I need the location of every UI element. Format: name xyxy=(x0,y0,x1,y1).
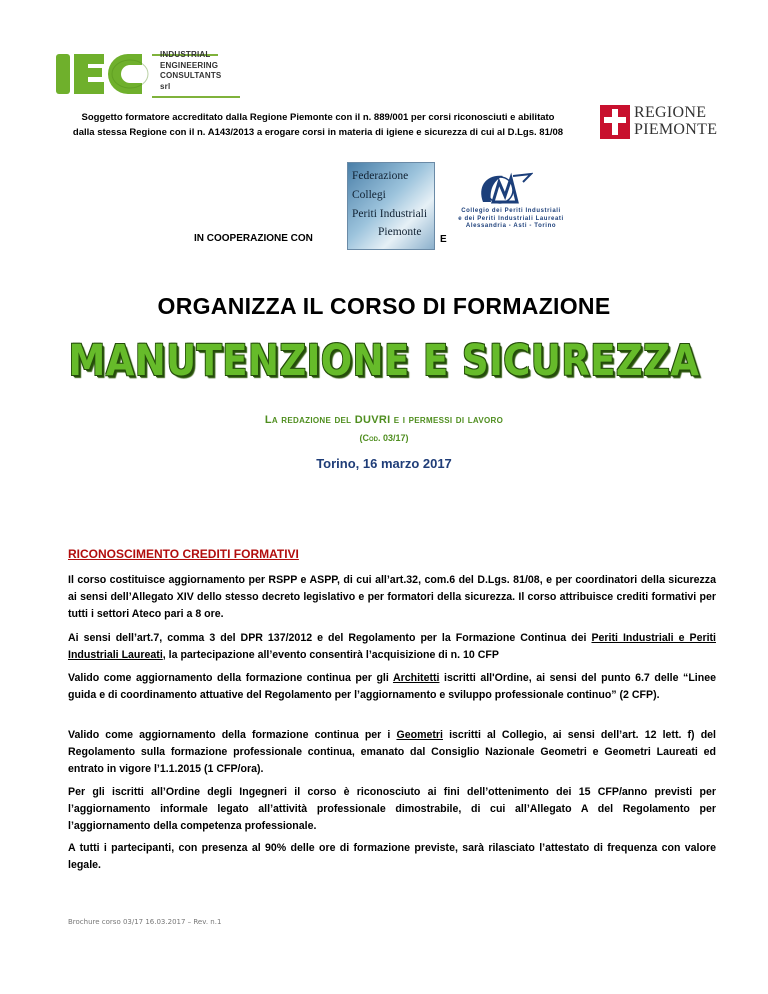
architetti-link: Architetti xyxy=(392,672,440,684)
cooperation-and: E xyxy=(440,234,447,245)
credits-paragraph-periti: Ai sensi dell’art.7, comma 3 del DPR 137/2012 e del Regolamento per la Formazione Continua dei Periti Industriali e Periti Industriali Laureati, la partecipazione all’evento consentirà l’acquisizione di n. 10 CFP xyxy=(68,632,716,661)
accreditation-statement: Soggetto formatore accreditato dalla Regione Piemonte con il n. 889/001 per corsi riconosciuti e abilitato dalla stessa Regione con il n. A143/2013 a erogare corsi in materia di igiene e sicurezza di cui al D.Lgs. 81/08 xyxy=(72,112,564,138)
periti-link: Periti Industriali e Periti Industriali Laureati xyxy=(68,632,716,661)
course-title: MANUTENZIONE E SICUREZZA xyxy=(68,336,700,386)
iec-logo-mark xyxy=(56,48,154,96)
regione-piemonte-logo: REGIONE PIEMONTE xyxy=(600,104,712,140)
credits-heading: RICONOSCIMENTO CREDITI FORMATIVI xyxy=(68,547,299,561)
course-subtitle: La redazione del DUVRI e i permessi di lavoro xyxy=(264,414,504,426)
organizza-heading: ORGANIZZA IL CORSO DI FORMAZIONE xyxy=(157,293,611,319)
course-code: (Cod. 03/17) xyxy=(359,433,409,443)
cooperation-label: IN COOPERAZIONE CON xyxy=(194,233,313,244)
credits-paragraph-attestato: A tutti i partecipanti, con presenza al 90% delle ore di formazione previste, sarà rilasciato l’attestato di frequenza con valore legale. xyxy=(68,842,716,871)
collegio-periti-logo: Collegio dei Periti Industriali e dei Periti Industriali Laureati Alessandria - Asti - Torino xyxy=(455,172,567,244)
geometri-link: Geometri xyxy=(396,729,443,741)
federazione-collegi-logo: Federazione Collegi Periti Industriali Piemonte xyxy=(347,162,435,250)
credits-paragraph-rspp: Il corso costituisce aggiornamento per RSPP e ASPP, di cui all’art.32, com.6 del D.Lgs. 81/08, e per coordinatori della sicurezza ai sensi dell’Allegato XIV dello stesso decreto legislativo e per formatori della sicurezza. Il corso attribuisce crediti formativi per tutti i settori Ateco pari a 8 ore. xyxy=(68,574,716,620)
collegio-emblem-icon xyxy=(473,172,533,206)
credits-paragraph-ingegneri: Per gli iscritti all’Ordine degli Ingegneri il corso è riconosciuto ai fini dell’ottenimento dei 15 CFP/anno previsti per l’aggiornamento informale legato all’attività professionale dimostrabile, di cui all’Allegato A del Regolamento per l’aggiornamento della competenza professionale. xyxy=(68,786,716,832)
course-date: Torino, 16 marzo 2017 xyxy=(316,456,452,471)
regione-crest-icon xyxy=(600,105,630,139)
iec-logo-text: INDUSTRIAL ENGINEERING CONSULTANTS srl xyxy=(160,50,222,91)
iec-logo xyxy=(56,48,228,98)
footer-note: Brochure corso 03/17 16.03.2017 – Rev. n.1 xyxy=(68,918,222,926)
credits-paragraph-architetti: Valido come aggiornamento della formazione continua per gli Architetti iscritti all'Ordine, ai sensi del punto 6.7 delle “Linee guida e di coordinamento attuative del Regolamento per l’aggiornamento e sviluppo professionale continuo” (2 CFP). xyxy=(68,672,716,701)
credits-paragraph-geometri: Valido come aggiornamento della formazione continua per i Geometri iscritti al Collegio, ai sensi dell’art. 12 lett. f) del Regolamento sulla formazione professionale continua, emanato dal Consiglio Nazionale Geometri e Geometri Laureati ed entrato in vigore l’1.1.2015 (1 CFP/ora). xyxy=(68,729,716,775)
